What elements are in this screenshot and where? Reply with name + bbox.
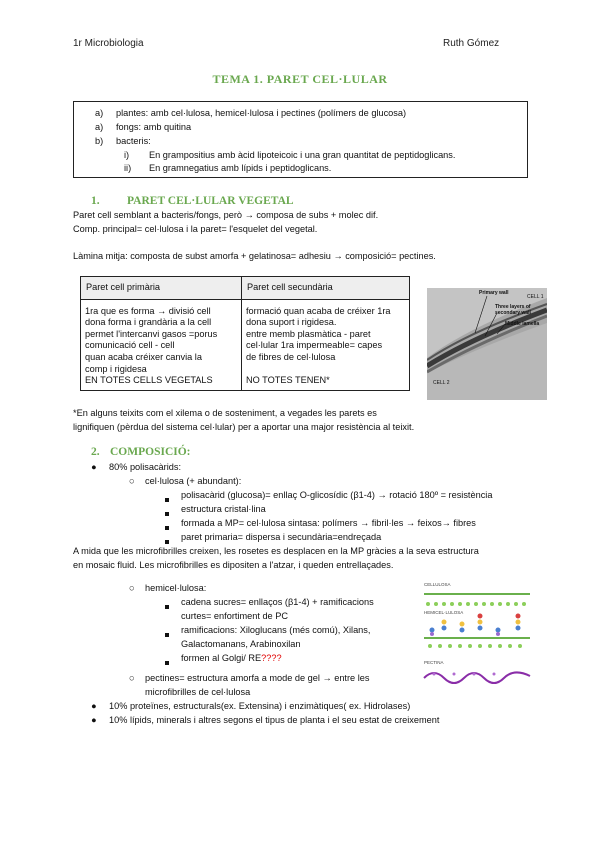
list-item: cadena sucres= enllaços (β1-4) + ramificacions [181,597,374,607]
intro-box [73,101,528,178]
list-item: pectines= estructura amorfa a mode de gel → entre les [145,673,370,683]
list-item: Galactomanans, Arabinoxilan [181,639,301,649]
list-item: 80% polisacàrids: [109,462,182,472]
section-number: 1. [91,195,100,207]
list-item: estructura cristal·lina [181,504,266,514]
table-line [246,364,405,376]
diagram-label: PECTINA [424,660,444,665]
cell-wall-table [80,276,410,391]
body-line: Paret cell semblant a bacteris/fongs, però → composa de subs + molec dif. [73,210,379,220]
micrograph-label: CELL 2 [433,380,450,386]
intro-item: En grampositius amb àcid lipoteicoic i una gran quantitat de peptidoglicans. [149,150,456,160]
diagram-image [422,582,534,694]
table-line: EN TOTES CELLS VEGETALS [85,375,213,386]
paragraph-line: A mida que les microfibrilles creixen, les rosetes es desplacen en la MP gràcies a la seva estructura [73,546,479,556]
table-line: comunicació cell - cell [85,340,175,351]
table-cell-secondary [242,299,410,390]
section-title: PARET CEL·LULAR VEGETAL [127,195,294,207]
intro-item: fongs: amb quitina [116,122,192,132]
intro-marker: ii) [124,163,132,173]
intro-marker: i) [124,150,130,160]
table-line: dona suport i rigidesa. [246,317,337,328]
table-header: Paret cell primària [81,277,242,300]
bullet-circle: ○ [129,673,135,683]
bullet-circle: ○ [129,476,135,486]
intro-marker: b) [95,136,104,146]
footnote-line: lignifiquen (pèrdua del sistema cel·lular) per a aportar una major resistència al teixit. [73,422,415,432]
section-title: COMPOSICIÓ: [110,446,191,458]
header-author: Ruth Gómez [443,38,500,49]
table-line: de fibres de cel·lulosa [246,351,336,362]
table-line: entre memb plasmàtica - paret [246,328,371,339]
list-item: paret primaria= dispersa i secundària=endreçada [181,532,382,542]
list-item: microfibrilles de cel·lulosa [145,687,251,697]
list-item: formada a MP= cel·lulosa sintasa: polímers → fibril·les → feixos→ fibres [181,518,476,528]
intro-marker: a) [95,108,104,118]
table-header: Paret cell secundària [242,277,410,300]
list-item: cel·lulosa (+ abundant): [145,476,242,486]
body-line: Làmina mitja: composta de subst amorfa + gelatinosa= adhesiu → composició= pectines. [73,251,436,261]
bullet-square [165,601,169,611]
bullet-square [165,494,169,504]
list-item: polisacàrid (glucosa)= enllaç O-glicosídic (β1-4) → rotació 180º = resistència [181,490,493,500]
micrograph-label: Primary wall [479,290,509,296]
list-item: ramificacions: Xiloglucans (més comú), Xilans, [181,625,371,635]
bullet-square [165,657,169,667]
bullet-circle: ○ [129,583,135,593]
cell-wall-micrograph [427,288,547,400]
section-number: 2. [91,446,100,458]
bullet-dot: ● [91,715,97,725]
intro-item: En gramnegatius amb lípids i peptidoglicans. [149,163,332,173]
table-line: cel·lular 1ra impermeable= capes [246,340,383,351]
bullet-square [165,522,169,532]
header-course: 1r Microbiologia [73,38,144,49]
polysaccharide-diagram [422,582,534,694]
bullet-square [165,536,169,546]
table-line: permet l'intercanvi gasos =porus [85,328,218,339]
list-item-text: formen al Golgi/ RE [181,653,262,663]
bullet-dot: ● [91,462,97,472]
body-line: Comp. principal= cel·lulosa i la paret= l'esquelet del vegetal. [73,224,318,234]
bullet-square [165,629,169,639]
bullet-square [165,508,169,518]
footnote-line: *En alguns teixits com el xilema o de sosteniment, a vegades les parets es [73,408,377,418]
question-marks: ???? [261,653,282,663]
list-item: 10% proteïnes, estructurals(ex. Extensina) i enzimàtiques( ex. Hidrolases) [109,701,411,711]
table-line: NO TOTES TENEN* [246,375,330,386]
intro-item: plantes: amb cel·lulosa, hemicel·lulosa i pectines (polímers de glucosa) [116,108,407,118]
paragraph-line: en mosaic fluid. Les microfibrilles es dipositen a l'atzar, i queden entrellaçades. [73,560,394,570]
micrograph-label: CELL 1 [527,294,544,300]
list-item: 10% lípids, minerals i altres segons el tipus de planta i el seu estat de creixement [109,715,440,725]
intro-item: bacteris: [116,136,151,146]
table-line: dona forma i grandària a la cell [85,317,212,328]
micrograph-label: Three layers of secondary wall [495,304,531,316]
table-cell-primary [81,299,242,390]
intro-marker: a) [95,122,104,132]
list-item: hemicel·lulosa: [145,583,207,593]
table-line: 1ra que es forma → divisió cell [85,305,211,316]
table-line: comp i rigidesa [85,363,147,374]
table-line: formació quan acaba de créixer 1ra [246,305,391,316]
diagram-label: HEMICEL·LULOSA [424,610,464,615]
list-item [181,653,282,663]
diagram-label: CELLULOSA [424,582,451,587]
micrograph-label: Middle lamella [505,321,540,327]
list-item: curtes= enfortiment de PC [181,611,288,621]
bullet-dot: ● [91,701,97,711]
page-title: TEMA 1. PARET CEL·LULAR [212,72,388,86]
table-line: quan acaba créixer canvia la [85,351,202,362]
